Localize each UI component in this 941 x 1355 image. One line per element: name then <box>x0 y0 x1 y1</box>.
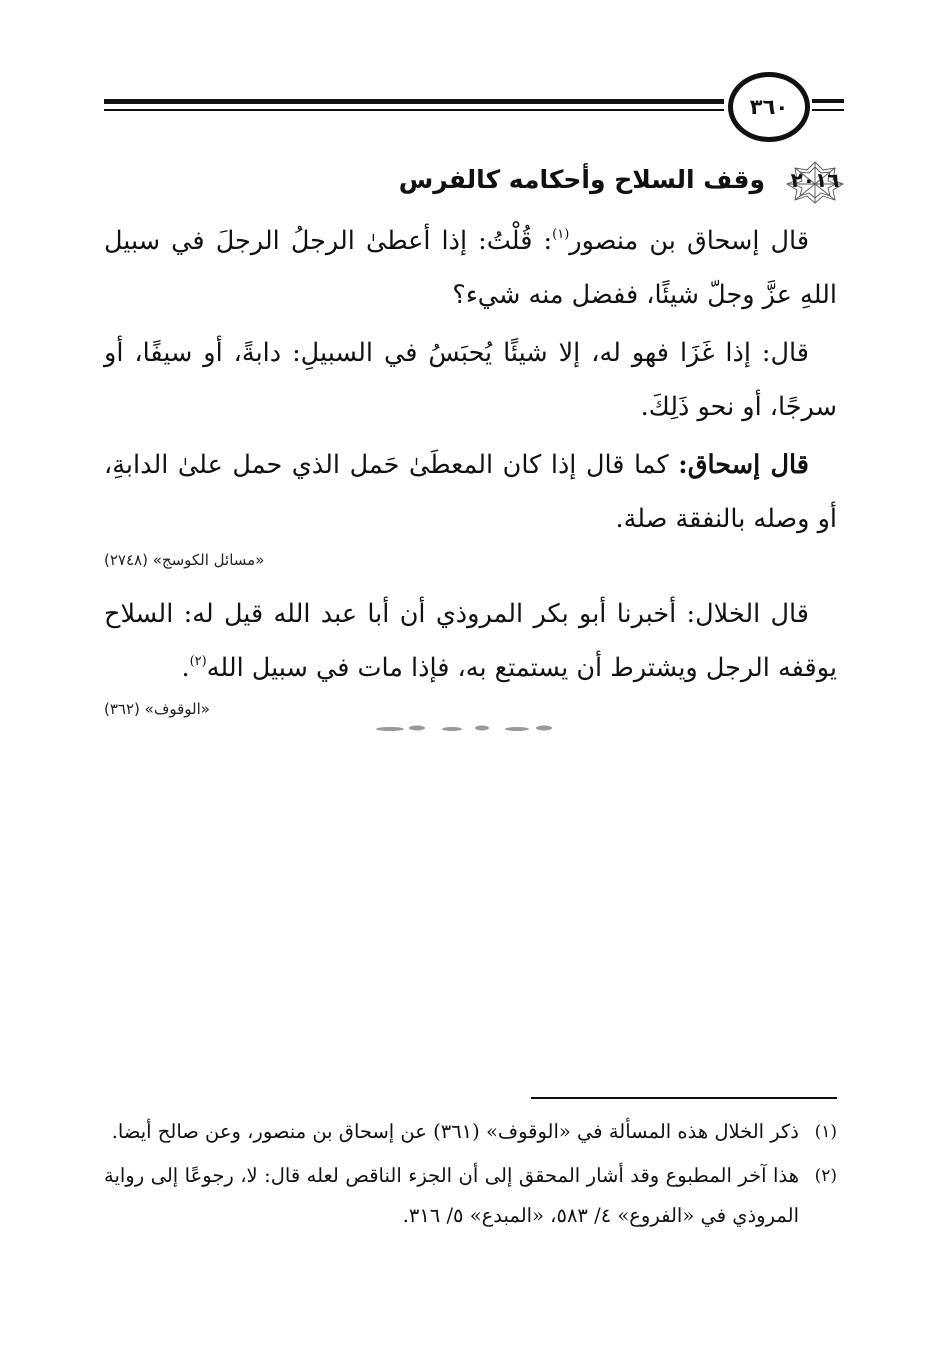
paragraph-1 <box>104 214 837 322</box>
footnote-2-text: هذا آخر المطبوع وقد أشار المحقق إلى أن الجزء الناقص لعله قال: لا، رجوعًا إلى رواية المروذي في «الفروع» ٤/ ٥٨٣، «المبدع» ٥/ ٣١٦. <box>104 1164 799 1227</box>
paragraph-3-text: كما قال إذا كان المعطَىٰ حَمل الذي حمل علىٰ الدابةِ، أو وصله بالنفقة صلة. <box>104 450 837 534</box>
footnotes <box>104 1112 837 1240</box>
main-text <box>104 214 837 718</box>
page-header <box>104 68 844 150</box>
section-end-ornament-icon <box>372 722 562 736</box>
paragraph-1-text-b: : قُلْتُ: إذا أعطىٰ الرجلُ الرجلَ في سبيل اللهِ عزَّ وجلّ شيئًا، ففضل منه شيء؟ <box>104 226 837 310</box>
issue-title: وقف السلاح وأحكامه كالفرس <box>398 165 765 194</box>
paragraph-1-text-a: قال إسحاق بن منصور <box>569 226 810 256</box>
page-number <box>728 72 810 142</box>
paragraph-4-text-b: . <box>181 653 190 683</box>
source-citation-1-wrap <box>104 550 837 569</box>
footnote-2 <box>104 1156 837 1236</box>
footnote-ref-2[interactable]: (٢) <box>189 654 207 669</box>
header-rule-end-thin <box>812 109 844 111</box>
footnote-ref-1[interactable]: (١) <box>552 227 570 242</box>
page-number-text: ٣٦٠ <box>749 95 789 119</box>
footnote-2-mark: (٢) <box>814 1166 837 1186</box>
source-citation-2-wrap <box>104 699 837 718</box>
paragraph-2 <box>104 326 837 434</box>
footnote-1-text: ذكر الخلال هذه المسألة في «الوقوف» (٣٦١) عن إسحاق بن منصور، وعن صالح أيضا. <box>111 1120 799 1143</box>
paragraph-4 <box>104 587 837 695</box>
paragraph-4-text-a: قال الخلال: أخبرنا أبو بكر المروذي أن أبا عبد الله قيل له: السلاح يوقفه الرجل ويشترط أن يستمتع به، فإذا مات في سبيل الله <box>104 599 837 683</box>
issue-number: ٢٠١٦ <box>790 168 840 192</box>
header-rule-thick <box>104 99 724 104</box>
footnote-1 <box>104 1112 837 1152</box>
paragraph-3 <box>104 438 837 546</box>
issue-heading <box>104 160 843 208</box>
issue-number-badge <box>783 160 847 204</box>
header-rule-end-thick <box>812 99 844 103</box>
footnote-1-mark: (١) <box>814 1122 837 1142</box>
source-citation-1: «مسائل الكوسج» (٢٧٤٨) <box>104 551 265 569</box>
paragraph-2-text: قال: إذا غَزَا فهو له، إلا شيئًا يُحبَسُ في السبيلِ: دابةً، أو سيفًا، أو سرجًا، أو نحو ذَلِكَ. <box>104 338 837 422</box>
footnote-separator <box>531 1097 837 1099</box>
header-rule-thin <box>104 109 724 111</box>
source-citation-2: «الوقوف» (٣٦٢) <box>104 700 210 718</box>
paragraph-3-lead: قال إسحاق: <box>678 450 810 480</box>
